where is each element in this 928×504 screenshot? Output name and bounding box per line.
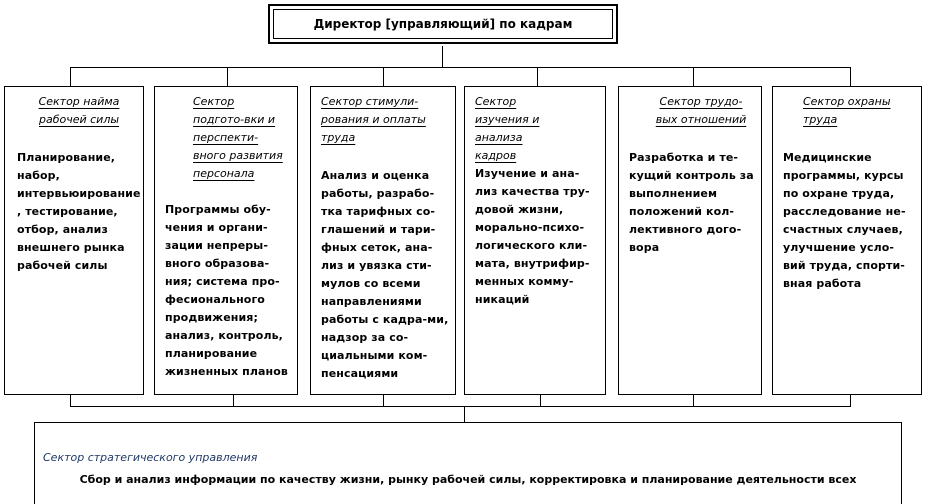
connector-drop-6 (850, 67, 851, 86)
sector-description: Планирование, набор, интервьюирование , тестирование, отбор, анализ внешнего рынка рабочей силы (17, 151, 141, 272)
sector-strategic (34, 422, 902, 504)
sector-compensation (310, 86, 456, 395)
director-title: Директор [управляющий] по кадрам (313, 17, 573, 31)
sector-title: Сектор изучения и анализа кадров (475, 95, 540, 162)
director-box (268, 4, 618, 44)
connector-drop-4 (537, 67, 538, 86)
sector-description: Разработка и те-кущий контроль за выполнением положений кол-лективного дого-вора (629, 151, 754, 254)
connector-bottom-vertical (464, 406, 465, 422)
sector-description: Программы обу-чения и органи-зации непреры-вного образова-ния; система про-фесионального продвижения; анализ, контроль, планирование жизненных планов (165, 203, 288, 378)
sector-title: Сектор подгото-вки и перспекти-вного развития персонала (193, 95, 283, 180)
sector-description: Медицинские программы, курсы по охране труда, расследование не-счастных случаев, улучшение усло-вий труда, спорти-вная работа (783, 151, 906, 290)
connector-drop-2 (227, 67, 228, 86)
sector-description: Изучение и ана-лиз качества тру-довой жизни, морально-психо-логического кли-мата, внутрифир-менных комму-никаций (475, 167, 590, 306)
sector-training (154, 86, 298, 395)
sector-hiring (4, 86, 144, 395)
connector-top-horizontal (70, 67, 851, 68)
connector-top-vertical (442, 46, 443, 68)
connector-drop-3 (383, 67, 384, 86)
sector-title: Сектор трудо-вых отношений (655, 95, 747, 126)
strategic-title: Сектор стратегического управления (43, 451, 258, 464)
sector-title: Сектор найма рабочей силы (38, 95, 120, 126)
connector-drop-5 (693, 67, 694, 86)
sector-title: Сектор охраны труда (803, 95, 891, 126)
connector-drop-1 (70, 67, 71, 86)
sector-labor-safety (772, 86, 922, 395)
sector-description: Анализ и оценка работы, разрабо-тка тарифных со-глашений и тари-фных сеток, ана-лиз и увязка сти-мулов со всеми направлениями работы с кадра-ми, надзор за со-циальными ком-пенсациями (321, 169, 449, 380)
sector-title: Сектор стимули-рования и оплаты труда (321, 95, 426, 144)
sector-labor-relations (618, 86, 762, 395)
sector-analysis (464, 86, 606, 395)
strategic-description: Сбор и анализ информации по качеству жизни, рынку рабочей силы, корректировка и планирование деятельности всех (79, 473, 857, 486)
connector-bottom-horizontal (70, 406, 851, 407)
